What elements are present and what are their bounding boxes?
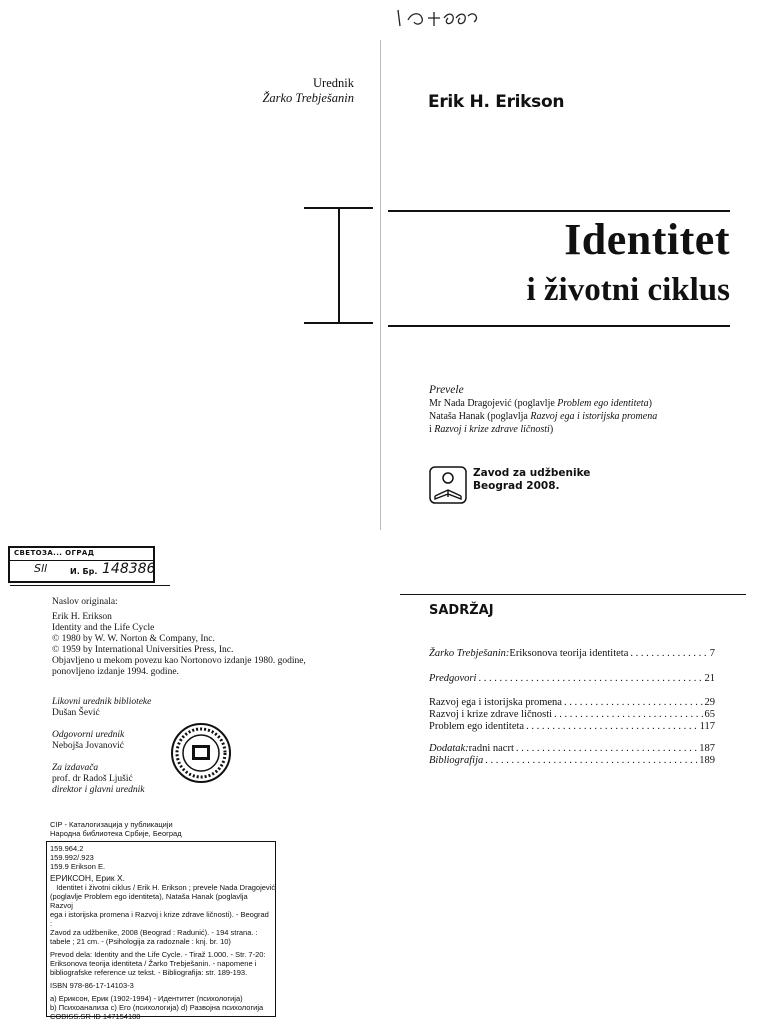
contents-heading: SADRŽAJ	[429, 603, 494, 618]
contents-rule	[400, 594, 746, 595]
publisher-logo-icon	[429, 466, 467, 504]
toc-entry: Žarko Trebješanin: Eriksonova teorija identiteta . . . 7	[429, 648, 715, 660]
page-fold-line	[380, 40, 381, 530]
book-title-line2: i životni ciklus	[526, 272, 730, 308]
editor-name: Žarko Trebješanin	[262, 91, 354, 105]
handwritten-note	[394, 4, 484, 30]
stamp-inv-label: И. Бр.	[70, 567, 98, 576]
credit-role: Likovni urednik biblioteke	[52, 697, 152, 707]
translators-block	[429, 383, 657, 436]
credit-name: prof. dr Radoš Ljušić	[52, 774, 133, 784]
handwritten-signature-image	[394, 4, 484, 30]
credit-name: Dušan Šević	[52, 708, 100, 718]
stamp-line1: СВЕТОЗА... ОГРАД	[14, 549, 95, 557]
author-name: Erik H. Erikson	[428, 92, 565, 112]
publisher-name: Zavod za udžbenike Beograd 2008.	[473, 467, 591, 492]
toc-entry: Predgovori . . . 21	[429, 673, 715, 685]
editor-block	[262, 76, 354, 106]
title-rule-top	[388, 210, 730, 212]
decor-bar-bottom	[304, 322, 373, 324]
translator-line: i Razvoj i krize zdrave ličnosti)	[429, 424, 554, 435]
credits-block	[52, 697, 151, 796]
translator-line: Nataša Hanak (poglavlja Razvoj ega i istorijska promena	[429, 411, 658, 422]
credit-role: Odgovorni urednik	[52, 730, 125, 740]
credit-role: Za izdavača	[52, 763, 99, 773]
stamp-inv-number: 148386	[102, 561, 156, 577]
cip-header: CIP - Каталогизација у публикацији Народна библиотека Србије, Београд	[50, 820, 182, 838]
decor-bar-vertical	[338, 207, 340, 324]
original-label: Naslov originala:	[52, 597, 118, 607]
editor-label: Urednik	[313, 76, 354, 90]
contents-list	[429, 648, 715, 767]
translator-line: Mr Nada Dragojević (poglavlje Problem ego identiteta)	[429, 398, 652, 409]
cip-record: 159.964.2 159.992/.923 159.9 Erikson E. ЕРИКСОН, Ерик Х. Identitet i životni ciklus / Erik H. Erikson ; prevele Nada Dragojević (poglavlje Problem ego identiteta), Nataša Hanak (poglavlja Razvoj ega i istorijska promena i Razvoj i krize zdrave ličnosti). - Beograd : Zavod za udžbenike, 2008 (Beograd : Radunić). - 194 strana. : tabele ; 21 cm. - (Psihologija za radoznale : knj. br. 10) Prevod dela: Identity and the Life Cycle. - Tiraž 1.000. - Str. 7-20: Eriksonova teorija identiteta / Žarko Trebješanin. - napomene i bibliografske reference uz tekst. - Bibliografija: str. 189-193. ISBN 978-86-17-14103-3 a) Ериксон, Ерик (1902-1994) - Идентитет (психологија) b) Психоанализа c) Его (психологија) d) Развојна психологија COBISS.SR-ID 147154188	[46, 841, 276, 1017]
stamp-underline	[10, 585, 170, 586]
credit-name: Nebojša Jovanović	[52, 741, 125, 751]
credit-role: direktor i glavni urednik	[52, 785, 145, 795]
library-stamp	[8, 546, 155, 583]
book-title-line1: Identitet	[564, 215, 730, 264]
title-rule-bottom	[388, 325, 730, 327]
stamp-call-number: Sll	[34, 562, 48, 575]
translators-label: Prevele	[429, 384, 464, 396]
toc-entry: Razvoj i krize zdrave ličnosti . . . 65	[429, 709, 715, 721]
toc-entry: Bibliografija . . . 189	[429, 755, 715, 767]
toc-entry: Razvoj ega i istorijska promena . . . 29	[429, 697, 715, 709]
toc-entry: Dodatak: radni nacrt . . . 187	[429, 743, 715, 755]
original-title-block: Naslov originala: Erik H. Erikson Identity and the Life Cycle © 1980 by W. W. Norton & Company, Inc. © 1959 by International Universities Press, Inc. Objavljeno u mekom povezu kao Nortonovo izdanje 1980. godine, ponovljeno izdanje 1994. godine.	[52, 597, 306, 677]
toc-entry: Problem ego identiteta . . . 117	[429, 721, 715, 733]
publisher-seal-icon	[170, 722, 232, 784]
